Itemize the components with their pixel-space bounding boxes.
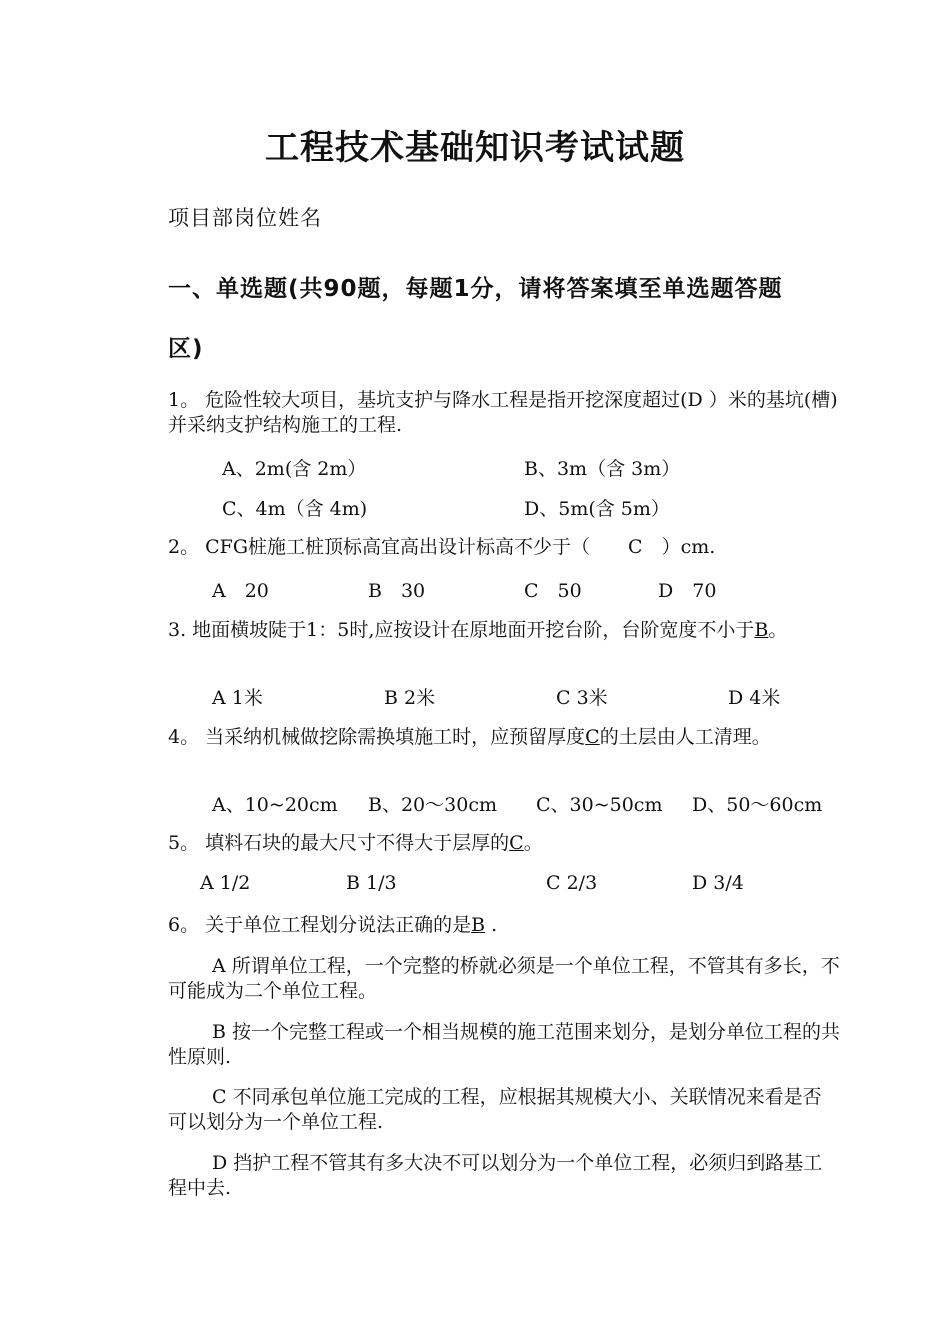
section-heading: 一、单选题(共90题，每题1分，请将答案填至单选题答题	[168, 276, 783, 302]
question-2-stem: 2。 CFG桩施工桩顶标高宜高出设计标高不少于（ C ）cm.	[168, 536, 716, 558]
question-3-option-a: A 1米	[212, 687, 263, 709]
question-6-text: 6。 关于单位工程划分说法正确的是	[168, 914, 472, 936]
question-2-option-c: C 50	[524, 580, 582, 602]
question-3-text-end: 。	[768, 619, 788, 641]
question-1-option-a: A、2m(含 2m）	[222, 458, 367, 480]
question-1-option-d: D、5m(含 5m）	[524, 498, 670, 520]
question-5-stem	[168, 831, 840, 856]
question-5-option-a: A 1/2	[200, 872, 251, 894]
question-4-text: 4。 当采纳机械做挖除需换填施工时，应预留厚度	[168, 726, 586, 748]
question-4-option-d: D、50～60cm	[692, 794, 823, 816]
question-5-option-c: C 2/3	[546, 872, 598, 894]
question-4-option-a: A、10~20cm	[212, 794, 338, 816]
question-4-option-c: C、30~50cm	[536, 794, 663, 816]
question-3-answer: B	[754, 619, 769, 641]
question-5-option-b: B 1/3	[346, 872, 397, 894]
question-2-option-a: A 20	[212, 580, 269, 602]
question-5-text: 5。 填料石块的最大尺寸不得大于层厚的	[168, 832, 510, 854]
question-1-option-c: C、4m（含 4m)	[222, 498, 368, 520]
question-6-option-b: B 按一个完整工程或一个相当规模的施工范围来划分，是划分单位工程的共性原则.	[168, 1021, 841, 1068]
question-5-option-d: D 3/4	[692, 872, 744, 894]
question-4-option-b: B、20～30cm	[368, 794, 497, 816]
question-4-answer: C	[585, 726, 600, 748]
question-3-option-b: B 2米	[384, 687, 436, 709]
section-heading-continued: 区)	[168, 336, 204, 362]
question-5-answer: C	[509, 832, 524, 854]
question-6-option-c: C 不同承包单位施工完成的工程，应根据其规模大小、关联情况来看是否可以划分为一个单位工程.	[168, 1086, 822, 1133]
question-6-option-d: D 挡护工程不管其有多大决不可以划分为一个单位工程，必须归到路基工程中去.	[168, 1152, 823, 1199]
question-1-stem: 1。 危险性较大项目，基坑支护与降水工程是指开挖深度超过(D ）米的基坑(槽)并采纳支护结构施工的工程.	[168, 389, 838, 436]
question-4-stem	[168, 725, 840, 750]
question-3-option-d: D 4米	[728, 687, 781, 709]
question-6-text-end: .	[485, 914, 498, 936]
question-6-stem	[168, 913, 840, 938]
info-line: 项目部岗位姓名	[168, 206, 322, 230]
question-6-answer: B	[471, 914, 486, 936]
question-2-option-d: D 70	[658, 580, 717, 602]
question-3-text: 3. 地面横坡陡于1：5时,应按设计在原地面开挖台阶，台阶宽度不小于	[168, 619, 755, 641]
question-3-stem	[168, 618, 840, 643]
question-6-option-a: A 所谓单位工程，一个完整的桥就必须是一个单位工程，不管其有多长，不可能成为二个单位工程。	[168, 955, 840, 1002]
question-2-option-b: B 30	[368, 580, 426, 602]
page-title: 工程技术基础知识考试试题	[265, 128, 685, 168]
question-4-text-end: 的土层由人工清理。	[599, 726, 771, 748]
question-1-option-b: B、3m（含 3m）	[524, 458, 681, 480]
question-5-text-end: 。	[523, 832, 543, 854]
question-3-option-c: C 3米	[556, 687, 608, 709]
